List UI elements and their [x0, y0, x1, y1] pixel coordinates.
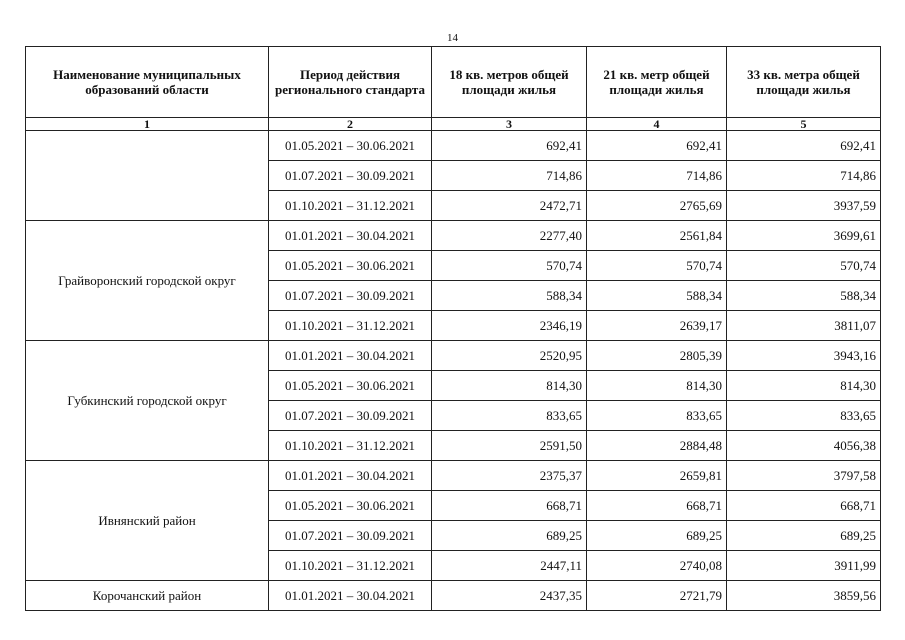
period-cell: 01.07.2021 – 30.09.2021: [269, 521, 432, 551]
table-body: [26, 131, 881, 611]
period-cell: 01.10.2021 – 31.12.2021: [269, 431, 432, 461]
column-number-row: [26, 118, 881, 131]
period-cell: 01.01.2021 – 30.04.2021: [269, 581, 432, 611]
value-33sqm: 570,74: [727, 251, 881, 281]
period-cell: 01.05.2021 – 30.06.2021: [269, 131, 432, 161]
value-21sqm: 2721,79: [587, 581, 727, 611]
column-number: 1: [26, 118, 269, 131]
value-21sqm: 2765,69: [587, 191, 727, 221]
page-number: 14: [447, 32, 458, 44]
value-21sqm: 689,25: [587, 521, 727, 551]
header-municipality: Наименование муниципальных образований области: [26, 47, 269, 118]
value-33sqm: 588,34: [727, 281, 881, 311]
value-18sqm: 833,65: [432, 401, 587, 431]
value-33sqm: 3943,16: [727, 341, 881, 371]
value-18sqm: 570,74: [432, 251, 587, 281]
table-row: [26, 221, 881, 251]
value-21sqm: 668,71: [587, 491, 727, 521]
value-21sqm: 692,41: [587, 131, 727, 161]
value-21sqm: 2639,17: [587, 311, 727, 341]
period-cell: 01.05.2021 – 30.06.2021: [269, 491, 432, 521]
value-33sqm: 814,30: [727, 371, 881, 401]
period-cell: 01.10.2021 – 31.12.2021: [269, 311, 432, 341]
header-21sqm: 21 кв. метр общей площади жилья: [587, 47, 727, 118]
value-21sqm: 814,30: [587, 371, 727, 401]
column-number: 2: [269, 118, 432, 131]
value-33sqm: 4056,38: [727, 431, 881, 461]
value-18sqm: 2591,50: [432, 431, 587, 461]
value-18sqm: 2277,40: [432, 221, 587, 251]
column-number: 5: [727, 118, 881, 131]
value-33sqm: 833,65: [727, 401, 881, 431]
value-18sqm: 2520,95: [432, 341, 587, 371]
municipality-name: Ивнянский район: [26, 461, 269, 581]
column-number: 3: [432, 118, 587, 131]
period-cell: 01.10.2021 – 31.12.2021: [269, 551, 432, 581]
housing-standard-table: [25, 46, 881, 611]
value-18sqm: 2375,37: [432, 461, 587, 491]
value-33sqm: 714,86: [727, 161, 881, 191]
column-number: 4: [587, 118, 727, 131]
value-18sqm: 2437,35: [432, 581, 587, 611]
period-cell: 01.05.2021 – 30.06.2021: [269, 251, 432, 281]
value-18sqm: 689,25: [432, 521, 587, 551]
value-21sqm: 714,86: [587, 161, 727, 191]
value-21sqm: 570,74: [587, 251, 727, 281]
period-cell: 01.10.2021 – 31.12.2021: [269, 191, 432, 221]
value-18sqm: 668,71: [432, 491, 587, 521]
value-18sqm: 692,41: [432, 131, 587, 161]
value-18sqm: 814,30: [432, 371, 587, 401]
value-33sqm: 3911,99: [727, 551, 881, 581]
municipality-name: Корочанский район: [26, 581, 269, 611]
value-33sqm: 3859,56: [727, 581, 881, 611]
value-33sqm: 3811,07: [727, 311, 881, 341]
value-33sqm: 3699,61: [727, 221, 881, 251]
value-21sqm: 833,65: [587, 401, 727, 431]
table-row: [26, 581, 881, 611]
value-33sqm: 689,25: [727, 521, 881, 551]
value-21sqm: 2561,84: [587, 221, 727, 251]
value-21sqm: 2659,81: [587, 461, 727, 491]
header-period: Период действия регионального стандарта: [269, 47, 432, 118]
value-33sqm: 3797,58: [727, 461, 881, 491]
header-row: [26, 47, 881, 118]
value-18sqm: 2472,71: [432, 191, 587, 221]
value-18sqm: 714,86: [432, 161, 587, 191]
value-18sqm: 2447,11: [432, 551, 587, 581]
value-21sqm: 2805,39: [587, 341, 727, 371]
period-cell: 01.01.2021 – 30.04.2021: [269, 221, 432, 251]
value-33sqm: 668,71: [727, 491, 881, 521]
municipality-name: Грайворонский городской округ: [26, 221, 269, 341]
municipality-name: [26, 131, 269, 221]
value-18sqm: 2346,19: [432, 311, 587, 341]
value-21sqm: 2740,08: [587, 551, 727, 581]
value-18sqm: 588,34: [432, 281, 587, 311]
period-cell: 01.01.2021 – 30.04.2021: [269, 341, 432, 371]
municipality-name: Губкинский городской округ: [26, 341, 269, 461]
header-33sqm: 33 кв. метра общей площади жилья: [727, 47, 881, 118]
table-row: [26, 131, 881, 161]
period-cell: 01.01.2021 – 30.04.2021: [269, 461, 432, 491]
value-33sqm: 692,41: [727, 131, 881, 161]
header-18sqm: 18 кв. метров общей площади жилья: [432, 47, 587, 118]
table-row: [26, 461, 881, 491]
table-row: [26, 341, 881, 371]
period-cell: 01.07.2021 – 30.09.2021: [269, 401, 432, 431]
value-21sqm: 2884,48: [587, 431, 727, 461]
period-cell: 01.05.2021 – 30.06.2021: [269, 371, 432, 401]
period-cell: 01.07.2021 – 30.09.2021: [269, 281, 432, 311]
value-33sqm: 3937,59: [727, 191, 881, 221]
period-cell: 01.07.2021 – 30.09.2021: [269, 161, 432, 191]
value-21sqm: 588,34: [587, 281, 727, 311]
